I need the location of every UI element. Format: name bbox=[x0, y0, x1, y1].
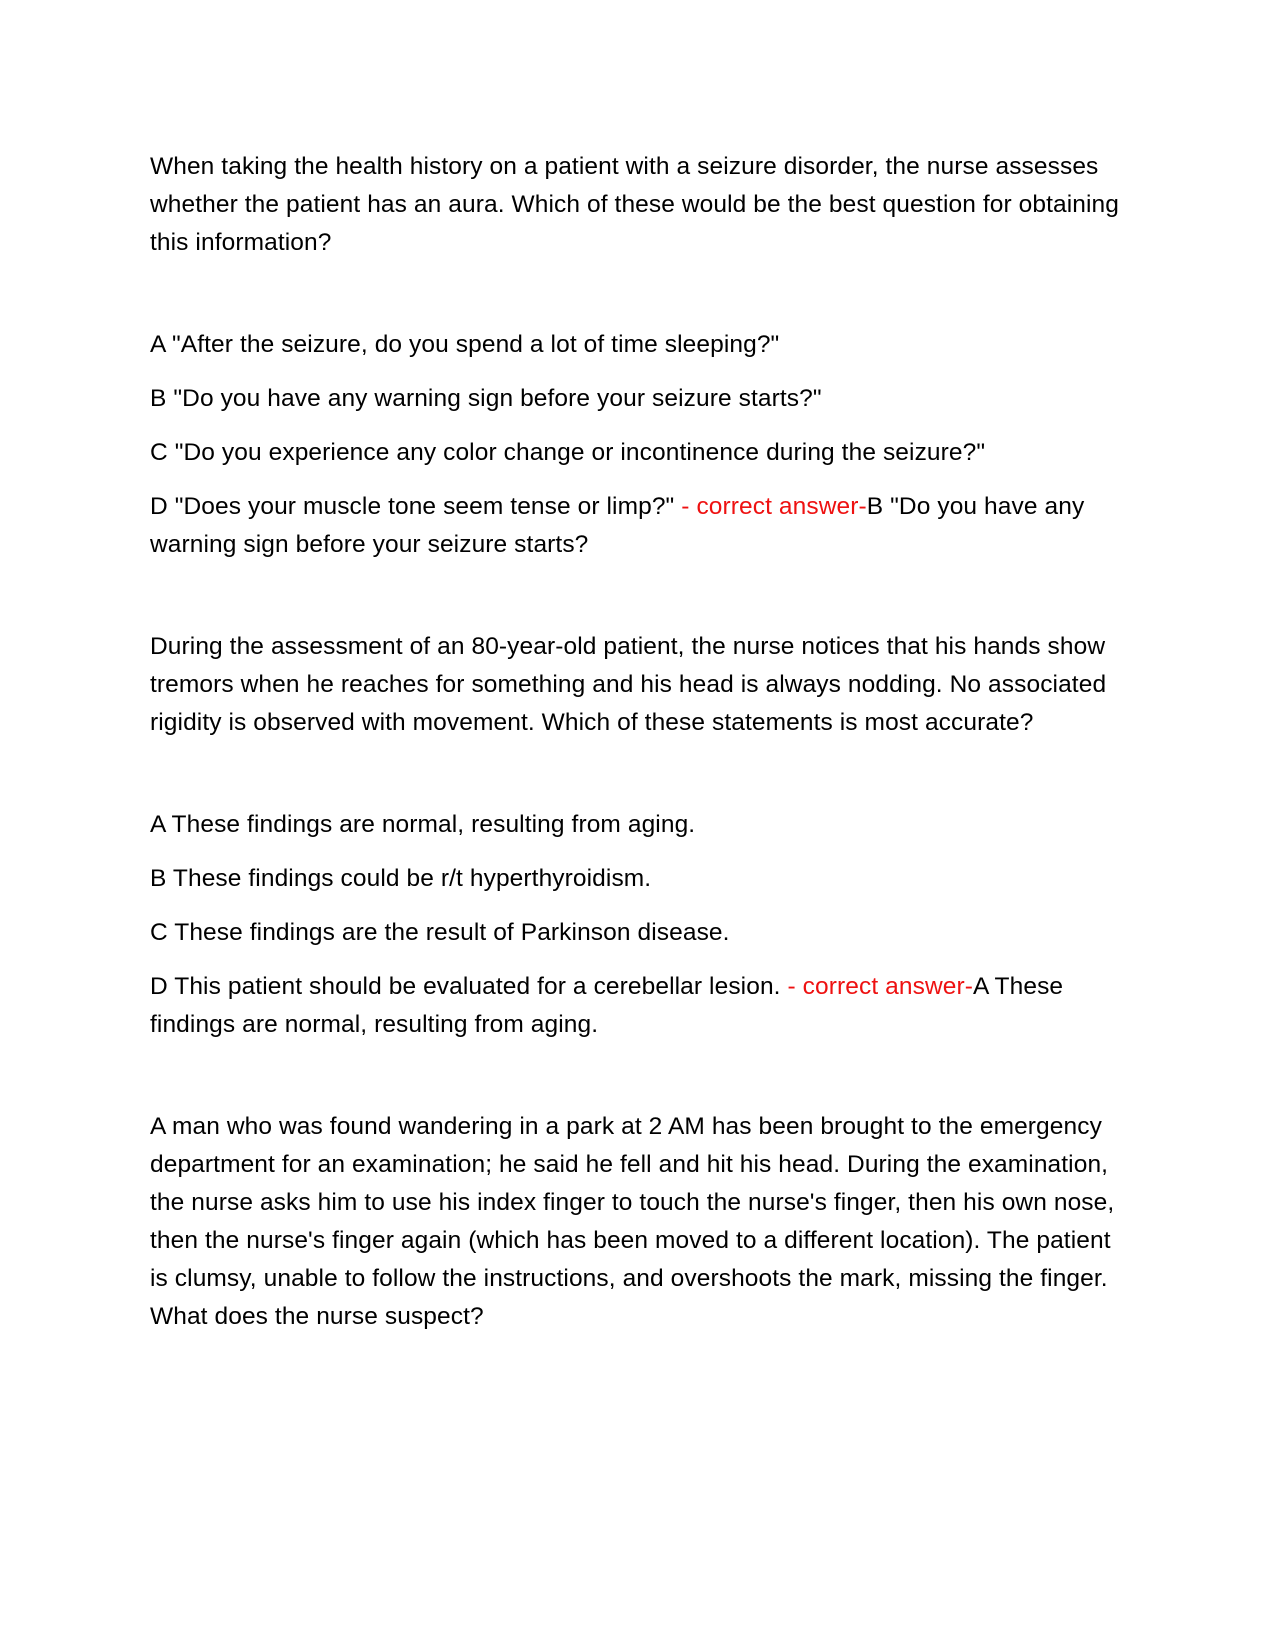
document-page bbox=[150, 148, 1130, 1336]
question-3-stem: A man who was found wandering in a park at 2 AM has been brought to the emergency department for an examination; he said he fell and hit his head. During the examination, the nurse asks him to use his index finger to touch the nurse's finger, then his own nose, then the nurse's finger again (which has been moved to a different location). The patient is clumsy, unable to follow the instructions, and overshoots the mark, missing the finger. What does the nurse suspect? bbox=[150, 1113, 1115, 1330]
question-1-answer-text: B "Do you have any warning sign before your seizure starts? bbox=[150, 493, 1085, 558]
question-2-answer-text: A These findings are normal, resulting from aging. bbox=[150, 973, 1064, 1038]
question-1-stem: When taking the health history on a patient with a seizure disorder, the nurse assesses whether the patient has an aura. Which of these would be the best question for obtaining this information? bbox=[150, 153, 1120, 256]
question-1-option-b: B "Do you have any warning sign before your seizure starts?" bbox=[150, 385, 822, 412]
question-1-answer-marker: - correct answer- bbox=[681, 493, 867, 520]
question-2-option-d: D This patient should be evaluated for a cerebellar lesion. bbox=[150, 973, 788, 1000]
question-2-stem: During the assessment of an 80-year-old patient, the nurse notices that his hands show tremors when he reaches for something and his head is always nodding. No associated rigidity is observed with movement. Which of these statements is most accurate? bbox=[150, 633, 1107, 736]
question-2-option-c: C These findings are the result of Parkinson disease. bbox=[150, 919, 730, 946]
question-2-option-b: B These findings could be r/t hyperthyroidism. bbox=[150, 865, 652, 892]
question-1-option-a: A "After the seizure, do you spend a lot of time sleeping?" bbox=[150, 331, 780, 358]
question-2-answer-marker: - correct answer- bbox=[787, 973, 973, 1000]
question-1-option-d: D "Does your muscle tone seem tense or limp?" bbox=[150, 493, 682, 520]
question-2-option-d-with-answer bbox=[150, 968, 1130, 1044]
question-1-option-d-with-answer bbox=[150, 488, 1130, 564]
question-1-option-c: C "Do you experience any color change or incontinence during the seizure?" bbox=[150, 439, 986, 466]
question-2-option-a: A These findings are normal, resulting from aging. bbox=[150, 811, 696, 838]
